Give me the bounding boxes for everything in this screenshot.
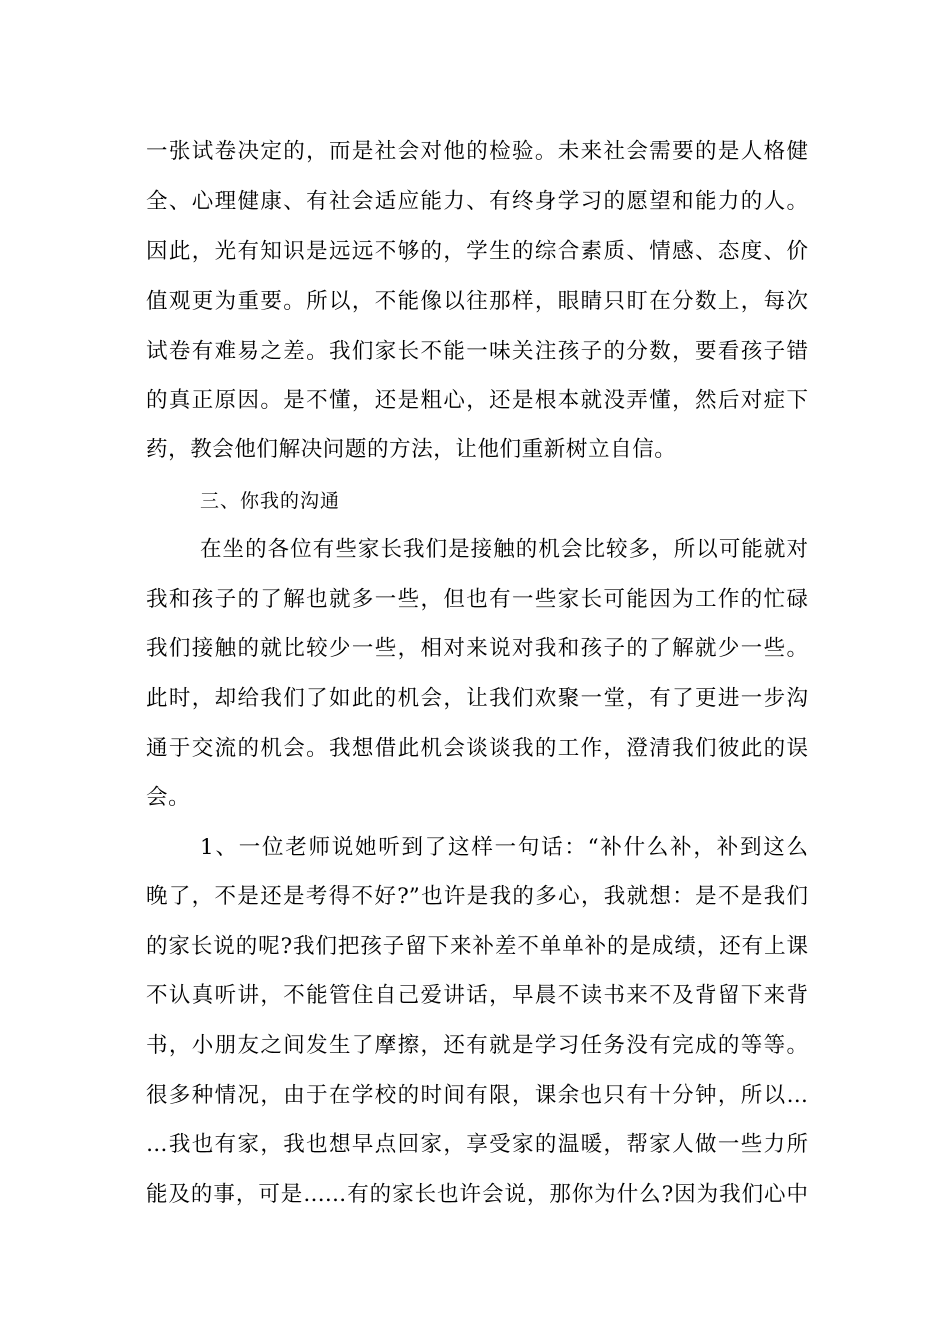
paragraph-3-line: 不认真听讲，不能管住自己爱讲话，早晨不读书来不及背留下来背 (146, 983, 808, 1008)
paragraph-2-line: 我们接触的就比较少一些，相对来说对我和孩子的了解就少一些。 (146, 636, 808, 661)
paragraph-2-line: 会。 (146, 785, 191, 810)
paragraph-1-line: 因此，光有知识是远远不够的，学生的综合素质、情感、态度、价 (146, 239, 808, 264)
paragraph-2-line: 此时，却给我们了如此的机会，让我们欢聚一堂，有了更进一步沟 (146, 686, 808, 711)
paragraph-2-line: 在坐的各位有些家长我们是接触的机会比较多，所以可能就对 (200, 537, 808, 562)
paragraph-1-line: 一张试卷决定的，而是社会对他的检验。未来社会需要的是人格健 (146, 139, 808, 164)
paragraph-3-line: 1、一位老师说她听到了这样一句话：“补什么补，补到这么 (200, 835, 808, 860)
paragraph-3-line: 书，小朋友之间发生了摩擦，还有就是学习任务没有完成的等等。 (146, 1033, 808, 1058)
paragraph-3-line: 的家长说的呢?我们把孩子留下来补差不单单补的是成绩，还有上课 (146, 934, 808, 959)
paragraph-1-line: 试卷有难易之差。我们家长不能一味关注孩子的分数，要看孩子错 (146, 339, 808, 364)
paragraph-2-line: 我和孩子的了解也就多一些，但也有一些家长可能因为工作的忙碌 (146, 587, 808, 612)
paragraph-1-line: 的真正原因。是不懂，还是粗心，还是根本就没弄懂，然后对症下 (146, 388, 808, 413)
paragraph-3-line: 晚了，不是还是考得不好?”也许是我的多心，我就想：是不是我们 (146, 884, 808, 909)
paragraph-3-line: 很多种情况，由于在学校的时间有限，课余也只有十分钟，所以… (146, 1083, 808, 1108)
paragraph-3-line: …我也有家，我也想早点回家，享受家的温暖，帮家人做一些力所 (146, 1132, 808, 1157)
paragraph-1-line: 全、心理健康、有社会适应能力、有终身学习的愿望和能力的人。 (146, 189, 808, 214)
paragraph-1-line: 药，教会他们解决问题的方法，让他们重新树立自信。 (146, 437, 677, 462)
paragraph-3-line: 能及的事，可是……有的家长也许会说，那你为什么?因为我们心中 (146, 1182, 808, 1207)
paragraph-2-line: 通于交流的机会。我想借此机会谈谈我的工作，澄清我们彼此的误 (146, 736, 808, 761)
paragraph-1-line: 值观更为重要。所以，不能像以往那样，眼睛只盯在分数上，每次 (146, 289, 808, 314)
section-heading: 三、你我的沟通 (200, 490, 341, 512)
